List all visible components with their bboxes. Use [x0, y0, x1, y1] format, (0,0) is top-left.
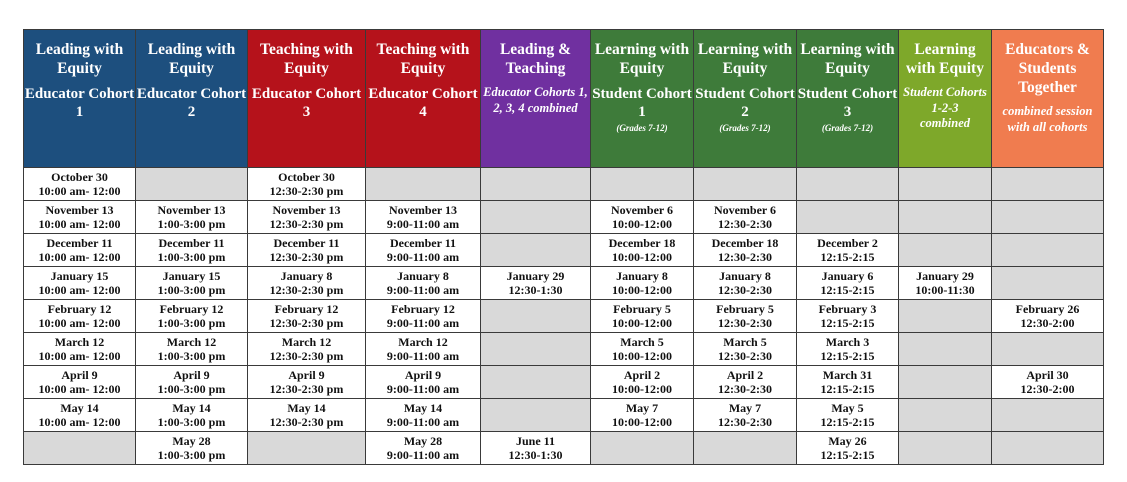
session-cell: [366, 234, 481, 267]
session-date: May 7: [625, 401, 659, 415]
empty-cell: [797, 168, 899, 201]
empty-cell: [899, 168, 992, 201]
empty-cell: [481, 234, 591, 267]
session-time: 10:00 am- 12:00: [38, 316, 121, 330]
session-date: December 11: [273, 236, 340, 250]
empty-cell: [899, 300, 992, 333]
session-time: 12:30-2:30 pm: [269, 184, 344, 198]
empty-cell: [248, 432, 366, 465]
empty-cell: [899, 333, 992, 366]
schedule-body: [24, 168, 1104, 465]
empty-cell: [481, 201, 591, 234]
column-subtitle: Educator Cohort 2: [136, 86, 247, 120]
column-title: Learning with Equity: [800, 41, 895, 77]
session-cell: [591, 333, 694, 366]
session-time: 12:30-2:30: [718, 250, 772, 264]
session-cell: [248, 168, 366, 201]
session-time: 10:00-12:00: [612, 283, 672, 297]
session-cell: [694, 300, 797, 333]
session-cell: [136, 267, 248, 300]
empty-cell: [992, 333, 1104, 366]
session-time: 9:00-11:00 am: [386, 448, 460, 462]
session-date: December 11: [389, 236, 457, 250]
session-date: April 2: [623, 368, 661, 382]
table-row: [24, 366, 1104, 399]
column-header-2: [136, 30, 248, 168]
schedule-table: [23, 29, 1104, 465]
empty-cell: [481, 300, 591, 333]
session-date: January 8: [397, 269, 449, 283]
session-date: January 29: [506, 269, 565, 283]
session-time: 10:00-12:00: [612, 316, 672, 330]
session-time: 10:00-12:00: [612, 349, 672, 363]
session-date: February 12: [391, 302, 455, 316]
session-date: February 12: [47, 302, 112, 316]
empty-cell: [992, 432, 1104, 465]
session-time: 1:00-3:00 pm: [157, 316, 226, 330]
column-title: Leading with Equity: [147, 41, 236, 77]
session-cell: [899, 267, 992, 300]
session-cell: [694, 333, 797, 366]
session-date: May 28: [403, 434, 443, 448]
session-cell: [24, 366, 136, 399]
session-date: February 5: [716, 302, 774, 316]
session-time: 12:30-2:30: [718, 283, 772, 297]
column-header-8: [797, 30, 899, 168]
column-subtitle: Student Cohort 3: [797, 86, 898, 120]
session-cell: [24, 333, 136, 366]
column-header-5: [481, 30, 591, 168]
session-date: April 9: [288, 368, 325, 382]
column-grades: (Grades 7-12): [821, 123, 874, 133]
empty-cell: [591, 168, 694, 201]
column-title: Leading with Equity: [35, 41, 124, 77]
column-title: Teaching with Equity: [260, 41, 353, 77]
empty-cell: [694, 168, 797, 201]
column-title: Learning with Equity: [697, 41, 793, 77]
session-cell: [992, 300, 1104, 333]
empty-cell: [899, 201, 992, 234]
session-cell: [136, 399, 248, 432]
session-cell: [248, 366, 366, 399]
session-time: 1:00-3:00 pm: [157, 415, 226, 429]
session-cell: [248, 300, 366, 333]
session-date: May 5: [831, 401, 864, 415]
empty-cell: [136, 168, 248, 201]
empty-cell: [797, 201, 899, 234]
session-time: 12:30-2:30: [718, 382, 772, 396]
empty-cell: [992, 201, 1104, 234]
session-date: December 18: [711, 236, 779, 250]
session-time: 9:00-11:00 am: [386, 250, 460, 264]
session-time: 12:30-2:30 pm: [269, 382, 344, 396]
session-cell: [248, 267, 366, 300]
session-date: March 12: [281, 335, 332, 349]
session-cell: [136, 432, 248, 465]
session-time: 9:00-11:00 am: [386, 283, 460, 297]
empty-cell: [481, 333, 591, 366]
session-cell: [694, 399, 797, 432]
session-time: 12:15-2:15: [820, 382, 875, 396]
session-time: 12:30-2:30 pm: [269, 217, 344, 231]
empty-cell: [992, 267, 1104, 300]
session-time: 12:30-2:30: [718, 217, 772, 231]
table-row: [24, 333, 1104, 366]
column-combined-note: combined: [920, 116, 970, 130]
session-cell: [24, 201, 136, 234]
session-time: 1:00-3:00 pm: [157, 217, 226, 231]
table-row: [24, 168, 1104, 201]
session-date: March 12: [54, 335, 105, 349]
session-time: 1:00-3:00 pm: [157, 382, 226, 396]
session-date: November 6: [610, 203, 674, 217]
column-subtitle: combined session with all cohorts: [1002, 104, 1093, 134]
column-subtitle: Educator Cohorts 1, 2, 3, 4 combined: [483, 85, 588, 115]
session-date: December 11: [46, 236, 113, 250]
session-cell: [797, 399, 899, 432]
session-time: 12:30-1:30: [508, 448, 563, 462]
session-date: December 11: [158, 236, 225, 250]
column-header-1: [24, 30, 136, 168]
session-cell: [366, 300, 481, 333]
session-time: 9:00-11:00 am: [386, 349, 460, 363]
session-cell: [366, 399, 481, 432]
column-title: Leading & Teaching: [499, 41, 572, 77]
session-time: 12:30-2:30: [718, 316, 772, 330]
header-row: [24, 30, 1104, 168]
session-time: 12:15-2:15: [820, 349, 875, 363]
session-date: December 2: [817, 236, 878, 250]
session-time: 12:30-1:30: [508, 283, 563, 297]
session-date: November 13: [45, 203, 114, 217]
empty-cell: [899, 366, 992, 399]
column-title: Learning with Equity: [906, 41, 984, 77]
session-time: 12:15-2:15: [820, 448, 875, 462]
session-time: 12:30-2:30 pm: [269, 316, 344, 330]
session-date: May 26: [828, 434, 867, 448]
session-date: November 13: [272, 203, 341, 217]
session-cell: [24, 399, 136, 432]
session-cell: [248, 201, 366, 234]
session-time: 10:00-12:00: [612, 382, 672, 396]
session-cell: [694, 366, 797, 399]
session-cell: [248, 399, 366, 432]
session-date: February 12: [159, 302, 224, 316]
session-cell: [136, 366, 248, 399]
session-time: 10:00-11:30: [915, 283, 975, 297]
column-subtitle: Student Cohort 2: [695, 86, 795, 120]
session-time: 1:00-3:00 pm: [157, 349, 226, 363]
session-time: 12:30-2:30: [718, 415, 772, 429]
session-date: December 18: [608, 236, 676, 250]
session-time: 10:00-12:00: [612, 217, 672, 231]
session-cell: [136, 201, 248, 234]
session-time: 1:00-3:00 pm: [157, 250, 226, 264]
session-time: 1:00-3:00 pm: [157, 448, 226, 462]
session-date: February 5: [613, 302, 671, 316]
session-cell: [591, 234, 694, 267]
empty-cell: [591, 432, 694, 465]
session-date: March 31: [822, 368, 873, 382]
session-date: May 7: [728, 401, 762, 415]
session-date: January 29: [916, 269, 974, 283]
column-subtitle: Educator Cohort 3: [251, 86, 362, 120]
column-grades: (Grades 7-12): [616, 123, 668, 133]
session-time: 10:00-12:00: [612, 250, 672, 264]
session-date: February 3: [818, 302, 877, 316]
session-date: November 13: [157, 203, 226, 217]
empty-cell: [899, 432, 992, 465]
session-date: November 13: [388, 203, 458, 217]
session-time: 12:15-2:15: [820, 283, 875, 297]
column-header-3: [248, 30, 366, 168]
session-time: 9:00-11:00 am: [386, 415, 460, 429]
session-time: 12:30-2:00: [1020, 316, 1075, 330]
session-time: 10:00 am- 12:00: [38, 217, 121, 231]
session-cell: [136, 234, 248, 267]
column-header-9: [899, 30, 992, 168]
session-time: 10:00 am- 12:00: [38, 415, 121, 429]
column-title: Educators & Students Together: [1005, 41, 1090, 96]
session-cell: [591, 366, 694, 399]
session-date: January 15: [50, 269, 109, 283]
session-time: 12:15-2:15: [820, 415, 875, 429]
session-date: April 30: [1026, 368, 1069, 382]
session-time: 12:30-2:30: [718, 349, 772, 363]
session-date: January 6: [821, 269, 874, 283]
empty-cell: [24, 432, 136, 465]
session-date: February 26: [1015, 302, 1080, 316]
session-time: 9:00-11:00 am: [386, 382, 460, 396]
session-date: March 3: [825, 335, 870, 349]
session-date: May 14: [403, 401, 443, 415]
session-cell: [591, 201, 694, 234]
session-date: May 14: [60, 401, 99, 415]
session-date: April 9: [404, 368, 442, 382]
empty-cell: [899, 399, 992, 432]
session-cell: [248, 333, 366, 366]
session-date: March 5: [723, 335, 767, 349]
session-time: 1:00-3:00 pm: [157, 283, 226, 297]
session-cell: [366, 432, 481, 465]
session-time: 12:15-2:15: [820, 250, 875, 264]
empty-cell: [481, 399, 591, 432]
column-header-10: [992, 30, 1104, 168]
session-time: 12:30-2:30 pm: [269, 250, 344, 264]
session-time: 10:00 am- 12:00: [38, 382, 121, 396]
column-subtitle: Student Cohort 1: [592, 86, 692, 120]
session-date: March 12: [166, 335, 217, 349]
session-cell: [797, 366, 899, 399]
table-row: [24, 399, 1104, 432]
session-cell: [797, 432, 899, 465]
session-cell: [797, 300, 899, 333]
session-cell: [694, 267, 797, 300]
session-cell: [24, 234, 136, 267]
session-date: June 11: [515, 434, 555, 448]
session-cell: [481, 432, 591, 465]
column-subtitle: Educator Cohort 1: [24, 86, 135, 120]
session-date: March 5: [620, 335, 664, 349]
session-cell: [797, 333, 899, 366]
session-time: 12:30-2:30 pm: [269, 349, 344, 363]
column-grades: (Grades 7-12): [719, 123, 771, 133]
session-cell: [694, 201, 797, 234]
session-cell: [366, 366, 481, 399]
session-cell: [694, 234, 797, 267]
session-date: January 15: [162, 269, 221, 283]
session-time: 10:00 am- 12:00: [38, 250, 121, 264]
session-date: January 8: [280, 269, 333, 283]
column-subtitle: Student Cohorts 1-2-3: [903, 85, 987, 115]
table-row: [24, 432, 1104, 465]
session-cell: [24, 168, 136, 201]
empty-cell: [992, 234, 1104, 267]
empty-cell: [992, 168, 1104, 201]
session-date: January 8: [616, 269, 668, 283]
session-time: 12:30-2:30 pm: [269, 415, 344, 429]
session-cell: [797, 267, 899, 300]
session-time: 12:15-2:15: [820, 316, 875, 330]
session-cell: [136, 300, 248, 333]
session-cell: [481, 267, 591, 300]
session-cell: [591, 399, 694, 432]
session-date: January 8: [719, 269, 771, 283]
empty-cell: [694, 432, 797, 465]
session-date: April 2: [726, 368, 764, 382]
session-cell: [591, 267, 694, 300]
session-time: 10:00 am- 12:00: [38, 184, 121, 198]
session-date: May 14: [287, 401, 326, 415]
session-cell: [136, 333, 248, 366]
session-date: March 12: [398, 335, 448, 349]
session-cell: [591, 300, 694, 333]
empty-cell: [481, 366, 591, 399]
table-row: [24, 267, 1104, 300]
session-date: May 14: [172, 401, 211, 415]
session-time: 12:30-2:00: [1020, 382, 1075, 396]
empty-cell: [481, 168, 591, 201]
session-date: April 9: [173, 368, 210, 382]
table-row: [24, 234, 1104, 267]
table-row: [24, 201, 1104, 234]
session-date: February 12: [274, 302, 339, 316]
session-date: October 30: [51, 170, 108, 184]
column-title: Learning with Equity: [594, 41, 690, 77]
empty-cell: [899, 234, 992, 267]
session-time: 10:00-12:00: [612, 415, 672, 429]
session-cell: [24, 267, 136, 300]
session-cell: [24, 300, 136, 333]
column-header-7: [694, 30, 797, 168]
session-time: 9:00-11:00 am: [386, 217, 460, 231]
column-title: Teaching with Equity: [376, 41, 470, 77]
session-cell: [797, 234, 899, 267]
session-cell: [366, 267, 481, 300]
empty-cell: [366, 168, 481, 201]
session-date: April 9: [61, 368, 98, 382]
session-date: October 30: [278, 170, 335, 184]
session-time: 10:00 am- 12:00: [38, 349, 121, 363]
session-date: May 28: [172, 434, 211, 448]
column-header-4: [366, 30, 481, 168]
column-header-6: [591, 30, 694, 168]
session-cell: [366, 333, 481, 366]
session-time: 10:00 am- 12:00: [38, 283, 121, 297]
session-time: 12:30-2:30 pm: [269, 283, 344, 297]
column-subtitle: Educator Cohort 4: [368, 86, 478, 120]
table-row: [24, 300, 1104, 333]
session-cell: [366, 201, 481, 234]
session-time: 9:00-11:00 am: [386, 316, 460, 330]
session-cell: [992, 366, 1104, 399]
session-cell: [248, 234, 366, 267]
empty-cell: [992, 399, 1104, 432]
session-date: November 6: [713, 203, 777, 217]
